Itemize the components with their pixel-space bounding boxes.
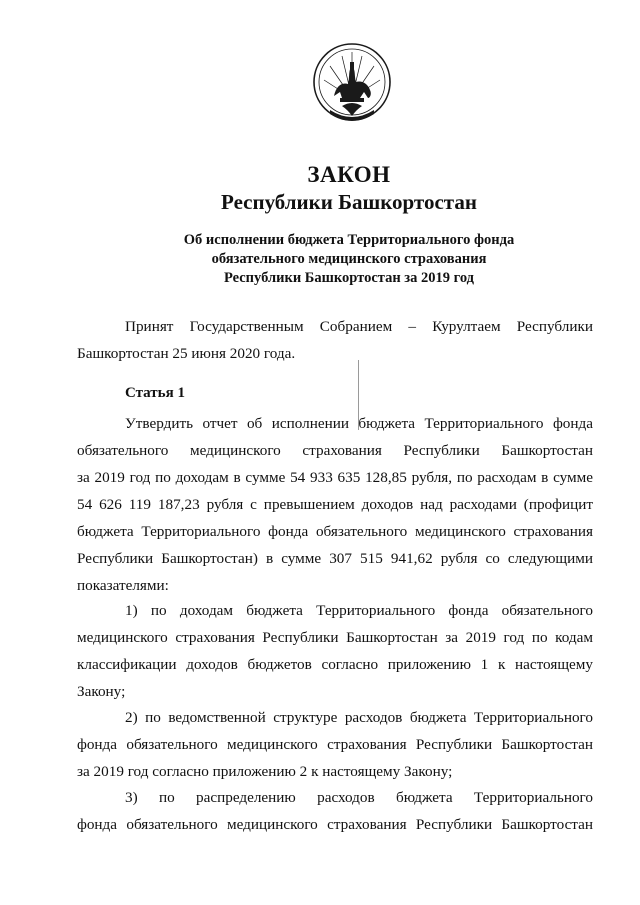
article-line: бюджета Территориального фонда обязательного медицинского страхования: [77, 523, 593, 540]
item-line: фонда обязательного медицинского страхования Республики Башкортостан: [77, 736, 593, 753]
law-title: ЗАКОН: [307, 162, 391, 187]
coat-of-arms-emblem: [312, 40, 392, 128]
list-item-2: [77, 704, 593, 785]
subtitle-line: Об исполнении бюджета Территориального фонда: [183, 232, 515, 248]
item-line: за 2019 год согласно приложению 2 к настоящему Закону;: [77, 763, 453, 780]
article-paragraph: [77, 410, 593, 599]
article-line: за 2019 год по доходам в сумме 54 933 635 128,85 рубля, по расходам в сумме: [77, 469, 593, 486]
item-line: 1) по доходам бюджета Территориального фонда обязательного: [125, 602, 593, 619]
article-line: 54 626 119 187,23 рубля с превышением доходов над расходами (профицит: [77, 496, 593, 513]
adoption-paragraph: [77, 313, 593, 367]
article-line: Утвердить отчет об исполнении бюджета Территориального фонда: [125, 415, 593, 432]
list-item-1: [77, 597, 593, 705]
law-title-republic: Республики Башкортостан: [221, 190, 477, 214]
subtitle-line: обязательного медицинского страхования: [211, 251, 487, 267]
article-heading: Статья 1: [125, 385, 185, 401]
item-line: фонда обязательного медицинского страхования Республики Башкортостан: [77, 816, 593, 833]
adoption-line: Башкортостан 25 июня 2020 года.: [77, 345, 296, 362]
article-line: обязательного медицинского страхования Республики Башкортостан: [77, 442, 593, 459]
item-line: медицинского страхования Республики Башкортостан за 2019 год по кодам: [77, 629, 593, 646]
subtitle-line: Республики Башкортостан за 2019 год: [223, 270, 475, 286]
law-subtitle: [0, 231, 640, 288]
list-item-3: [77, 784, 593, 838]
item-line: классификации доходов бюджетов согласно приложению 1 к настоящему: [77, 656, 593, 673]
item-line: 2) по ведомственной структуре расходов бюджета Территориального: [125, 709, 593, 726]
adoption-line: Принят Государственным Собранием – Курултаем Республики: [125, 318, 593, 335]
article-line: показателями:: [77, 577, 169, 594]
item-line: Закону;: [77, 683, 126, 700]
item-line: 3) по распределению расходов бюджета Территориального: [125, 789, 593, 806]
article-line: Республики Башкортостан) в сумме 307 515 941,62 рубля со следующими: [77, 550, 593, 567]
